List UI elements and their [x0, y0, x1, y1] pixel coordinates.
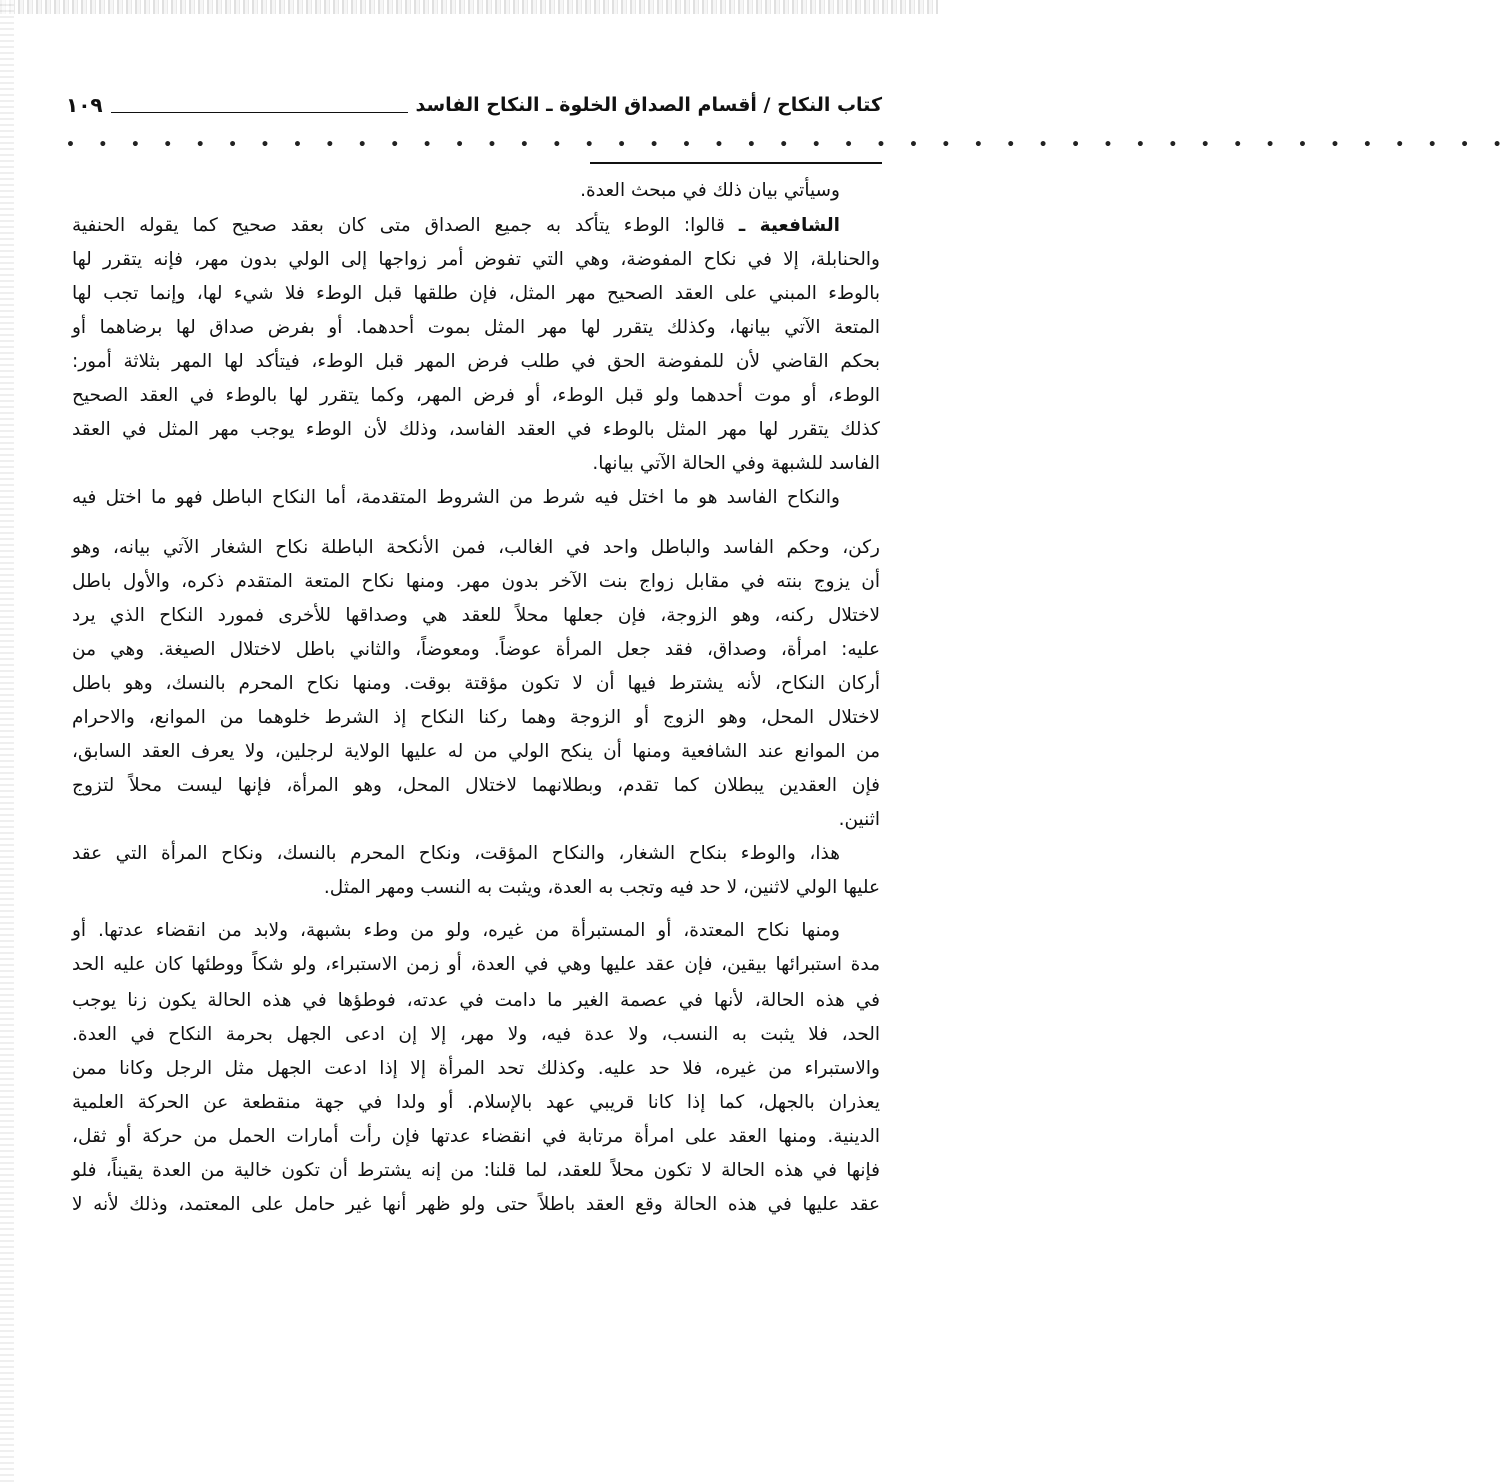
text-line [72, 313, 880, 343]
line-text: ومنها نكاح المعتدة، أو المستبرأة من غيره، ولو من وطء بشبهة، ولابد من انقضاء عدتها. أو [72, 920, 840, 941]
text-line [72, 1190, 880, 1220]
line-text: اثنين. [838, 809, 880, 830]
text-line [72, 1088, 880, 1118]
line-text: والنكاح الفاسد هو ما اختل فيه شرط من الشروط المتقدمة، أما النكاح الباطل فهو ما اختل فيه [72, 487, 840, 508]
text-line [72, 601, 880, 631]
line-text: عقد عليها في هذه الحالة وقع العقد باطلاً حتى ولو ظهر أنها غير حامل على المعتمد، وذلك لأنه لا [72, 1194, 880, 1215]
text-line [72, 703, 880, 733]
line-text: قالوا: الوطء يتأكد به جميع الصداق متى كان بعقد صحيح كما يقوله الحنفية [72, 215, 739, 236]
text-line [72, 449, 880, 479]
scan-edge-left [0, 0, 14, 1482]
line-text: الدينية. ومنها العقد على امرأة مرتابة في انقضاء عدتها فإن رأت أمارات الحمل من حركة أو ثقل، [72, 1126, 880, 1147]
text-line [72, 1054, 880, 1084]
text-line [72, 771, 880, 801]
scan-edge-top [0, 0, 938, 14]
text-line [72, 737, 880, 767]
text-line [72, 176, 880, 206]
line-text: أركان النكاح، لأنه يشترط فيها أن لا تكون مؤقتة بوقت. ومنها نكاح المحرم بالنسك، وهو باطل [72, 673, 880, 694]
line-text: كذلك يتقرر لها مهر المثل بالوطء في العقد الفاسد، وذلك لأن الوطء يوجب مهر المثل في العقد [72, 419, 880, 440]
header-rule [111, 112, 408, 113]
line-text: هذا، والوطء بنكاح الشغار، والنكاح المؤقت، ونكاح المحرم بالنسك، ونكاح المرأة التي عقد [72, 843, 840, 864]
text-line [72, 1156, 880, 1186]
line-text: ركن، وحكم الفاسد والباطل واحد في الغالب، فمن الأنكحة الباطلة نكاح الشغار الآتي بيانه، وهو [72, 537, 880, 558]
line-text: فإنها في هذه الحالة لا تكون محلاً للعقد، لما قلنا: من إنه يشترط أن تكون خالية من العدة يقيناً، فلو [72, 1160, 880, 1181]
text-line [72, 635, 880, 665]
line-text: الفاسد للشبهة وفي الحالة الآتي بيانها. [592, 453, 880, 474]
text-line [72, 1020, 880, 1050]
text-line [72, 415, 880, 445]
text-line [72, 533, 880, 563]
line-text: فإن العقدين يبطلان كما تقدم، وبطلانهما لاختلال المحل، وهو المرأة، فإنها ليست محلاً لتزوج [72, 775, 880, 796]
line-text: من الموانع عند الشافعية ومنها أن ينكح الولي من له عليها الولاية لرجلين، ولا يعرف العقد السابق، [72, 741, 880, 762]
text-line [72, 669, 880, 699]
text-line [72, 347, 880, 377]
text-line [72, 245, 880, 275]
line-text: والاستبراء من غيره، فلا حد عليه. وكذلك تحد المرأة إلا إذا ادعت الجهل مثل الرجل وكانا ممن [72, 1058, 880, 1079]
line-text: مدة استبرائها بيقين، فإن عقد عليها وهي في العدة، أو زمن الاستبراء، ولو شكاً ووطئها كان عليه الحد [72, 954, 880, 975]
line-text: بحكم القاضي لأن للمفوضة الحق في طلب فرض المهر قبل الوطء، فيتأكد لها المهر بثلاثة أمور: [72, 351, 880, 372]
section-rule [590, 162, 882, 164]
header-title: كتاب النكاح / أقسام الصداق الخلوة ـ النكاح الفاسد [415, 94, 882, 116]
text-line [72, 279, 880, 309]
page-number: ١٠٩ [66, 93, 103, 117]
line-text: الوطء، أو موت أحدهما ولو قبل الوطء، أو فرض المهر، وكما يتقرر لها بالوطء في العقد الصحيح [72, 385, 880, 406]
school-heading: الشافعية ـ [738, 215, 840, 236]
line-text: أن يزوج بنته في مقابل زواج بنت الآخر بدون مهر. ومنها نكاح المتعة المتقدم ذكره، والأول باطل [72, 571, 880, 592]
text-line [72, 381, 880, 411]
text-line [72, 1122, 880, 1152]
text-line [72, 567, 880, 597]
text-line [72, 950, 880, 980]
text-line [72, 805, 880, 835]
text-line [72, 839, 880, 869]
line-text: بالوطء المبني على العقد الصحيح مهر المثل، فإن طلقها قبل الوطء فلا شيء لها، وإنما تجب لها [72, 283, 880, 304]
dotted-separator: • • • • • • • • • • • • • • • • • • • • • • • • • • • • • • • • • • • • • • • • • • • • • [66, 137, 1511, 153]
line-text: عليه: امرأة، وصداق، فقد جعل المرأة عوضاً. ومعوضاً، والثاني باطل لاختلال الصيغة. وهي من [72, 639, 880, 660]
running-header [66, 88, 882, 122]
line-text: الحد، فلا يثبت به النسب، ولا عدة فيه، ولا مهر، إلا إن ادعى الجهل بحرمة النكاح في العدة. [72, 1024, 880, 1045]
text-line [72, 211, 880, 241]
line-text: وسيأتي بيان ذلك في مبحث العدة. [580, 180, 840, 201]
line-text: عليها الولي لاثنين، لا حد فيه وتجب به العدة، ويثبت به النسب ومهر المثل. [323, 877, 880, 898]
line-text: لاختلال ركنه، وهو الزوجة، فإن جعلها محلاً للعقد هي وصداقها للأخرى فمورد النكاح الذي يرد [72, 605, 880, 626]
line-text: لاختلال المحل، وهو الزوج أو الزوجة وهما ركنا النكاح إذ الشرط خلوهما من الموانع، والاحرام [72, 707, 880, 728]
text-line [72, 873, 880, 903]
text-line [72, 986, 880, 1016]
line-text: المتعة الآتي بيانها، وكذلك يتقرر لها مهر المثل بموت أحدهما. أو بفرض صداق لها برضاهما أو [72, 317, 880, 338]
line-text: يعذران بالجهل، كما إذا كانا قريبي عهد بالإسلام. أو ولدا في جهة منقطعة عن الحركة العلمية [72, 1092, 880, 1113]
text-line [72, 916, 880, 946]
line-text: في هذه الحالة، لأنها في عصمة الغير ما دامت في عدته، فوطؤها في هذه الحالة يكون زنا يوجب [72, 990, 880, 1011]
text-line [72, 483, 880, 513]
line-text: والحنابلة، إلا في نكاح المفوضة، وهي التي تفوض أمر زواجها إلى الولي بدون مهر، فإنه يتقرر لها [72, 249, 880, 270]
